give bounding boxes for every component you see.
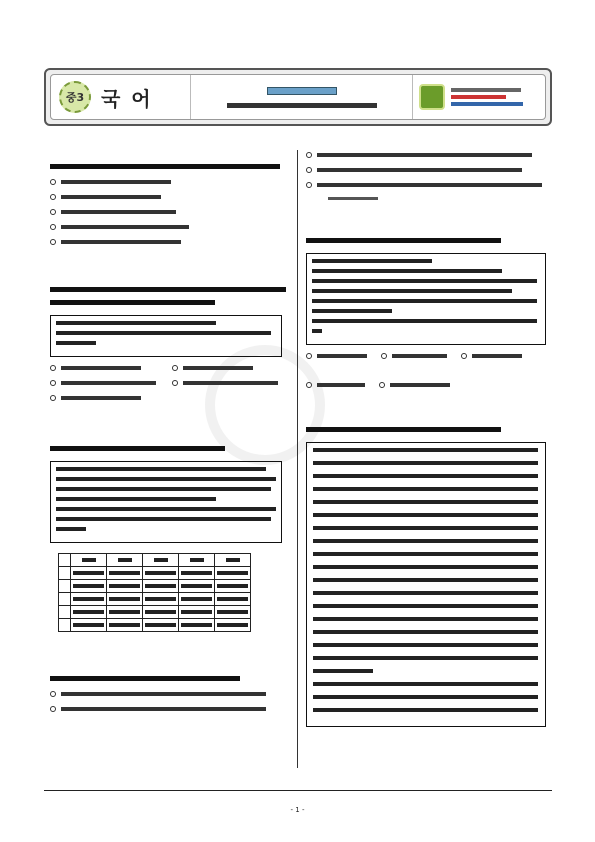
reference-box [50, 461, 282, 543]
answer-option[interactable] [50, 239, 288, 245]
table-row [59, 619, 251, 632]
subject-box [51, 75, 191, 119]
answer-option[interactable] [50, 194, 288, 200]
table-row [59, 593, 251, 606]
answer-option[interactable] [50, 706, 288, 712]
question-1 [50, 164, 288, 245]
answer-option[interactable] [50, 691, 288, 697]
grade-badge: 중3 [59, 81, 91, 113]
data-table [58, 553, 251, 632]
answer-option[interactable] [306, 167, 550, 173]
question-stem [50, 287, 286, 292]
left-column [50, 160, 288, 721]
question-stem [50, 676, 240, 681]
question-3 [50, 446, 288, 632]
header-inner [50, 74, 546, 120]
answer-options [50, 365, 288, 410]
footer-rule [44, 790, 552, 791]
answer-option[interactable] [50, 365, 166, 371]
answer-option[interactable] [306, 152, 550, 158]
question-stem [306, 238, 501, 243]
answer-option[interactable] [50, 380, 166, 386]
publisher-logo [413, 75, 545, 119]
logo-icon [419, 84, 445, 110]
exam-info-tag [267, 87, 337, 95]
reading-passage [306, 442, 546, 727]
question-stem [50, 446, 225, 451]
right-column [306, 152, 550, 727]
question-4 [50, 676, 288, 712]
subject-title: 국 어 [101, 86, 153, 111]
answer-option[interactable] [172, 380, 288, 386]
answer-option[interactable] [50, 209, 288, 215]
answer-option[interactable] [306, 382, 365, 388]
answer-option[interactable] [306, 182, 550, 188]
exam-info-box [191, 75, 413, 119]
question-5 [306, 238, 550, 397]
answer-option[interactable] [461, 353, 522, 359]
answer-option[interactable] [381, 353, 447, 359]
answer-option[interactable] [50, 395, 166, 401]
table-header-row [59, 554, 251, 567]
reference-box [50, 315, 282, 357]
table-row [59, 567, 251, 580]
question-1-options-continued [306, 152, 550, 200]
question-stem [306, 427, 501, 432]
answer-option[interactable] [172, 365, 288, 371]
table-row [59, 580, 251, 593]
question-stem [50, 300, 215, 305]
answer-option[interactable] [50, 224, 288, 230]
column-divider [297, 150, 298, 768]
reference-box [306, 253, 546, 345]
answer-option[interactable] [306, 353, 367, 359]
answer-option[interactable] [379, 382, 450, 388]
exam-header [44, 68, 552, 126]
logo-text [451, 88, 523, 106]
answer-option[interactable] [50, 179, 288, 185]
table-row [59, 606, 251, 619]
question-6 [306, 427, 550, 727]
page-number: - 1 - [290, 806, 305, 814]
exam-info-line [227, 103, 377, 108]
question-2 [50, 287, 288, 410]
answer-options [306, 353, 550, 397]
question-stem [50, 164, 280, 169]
